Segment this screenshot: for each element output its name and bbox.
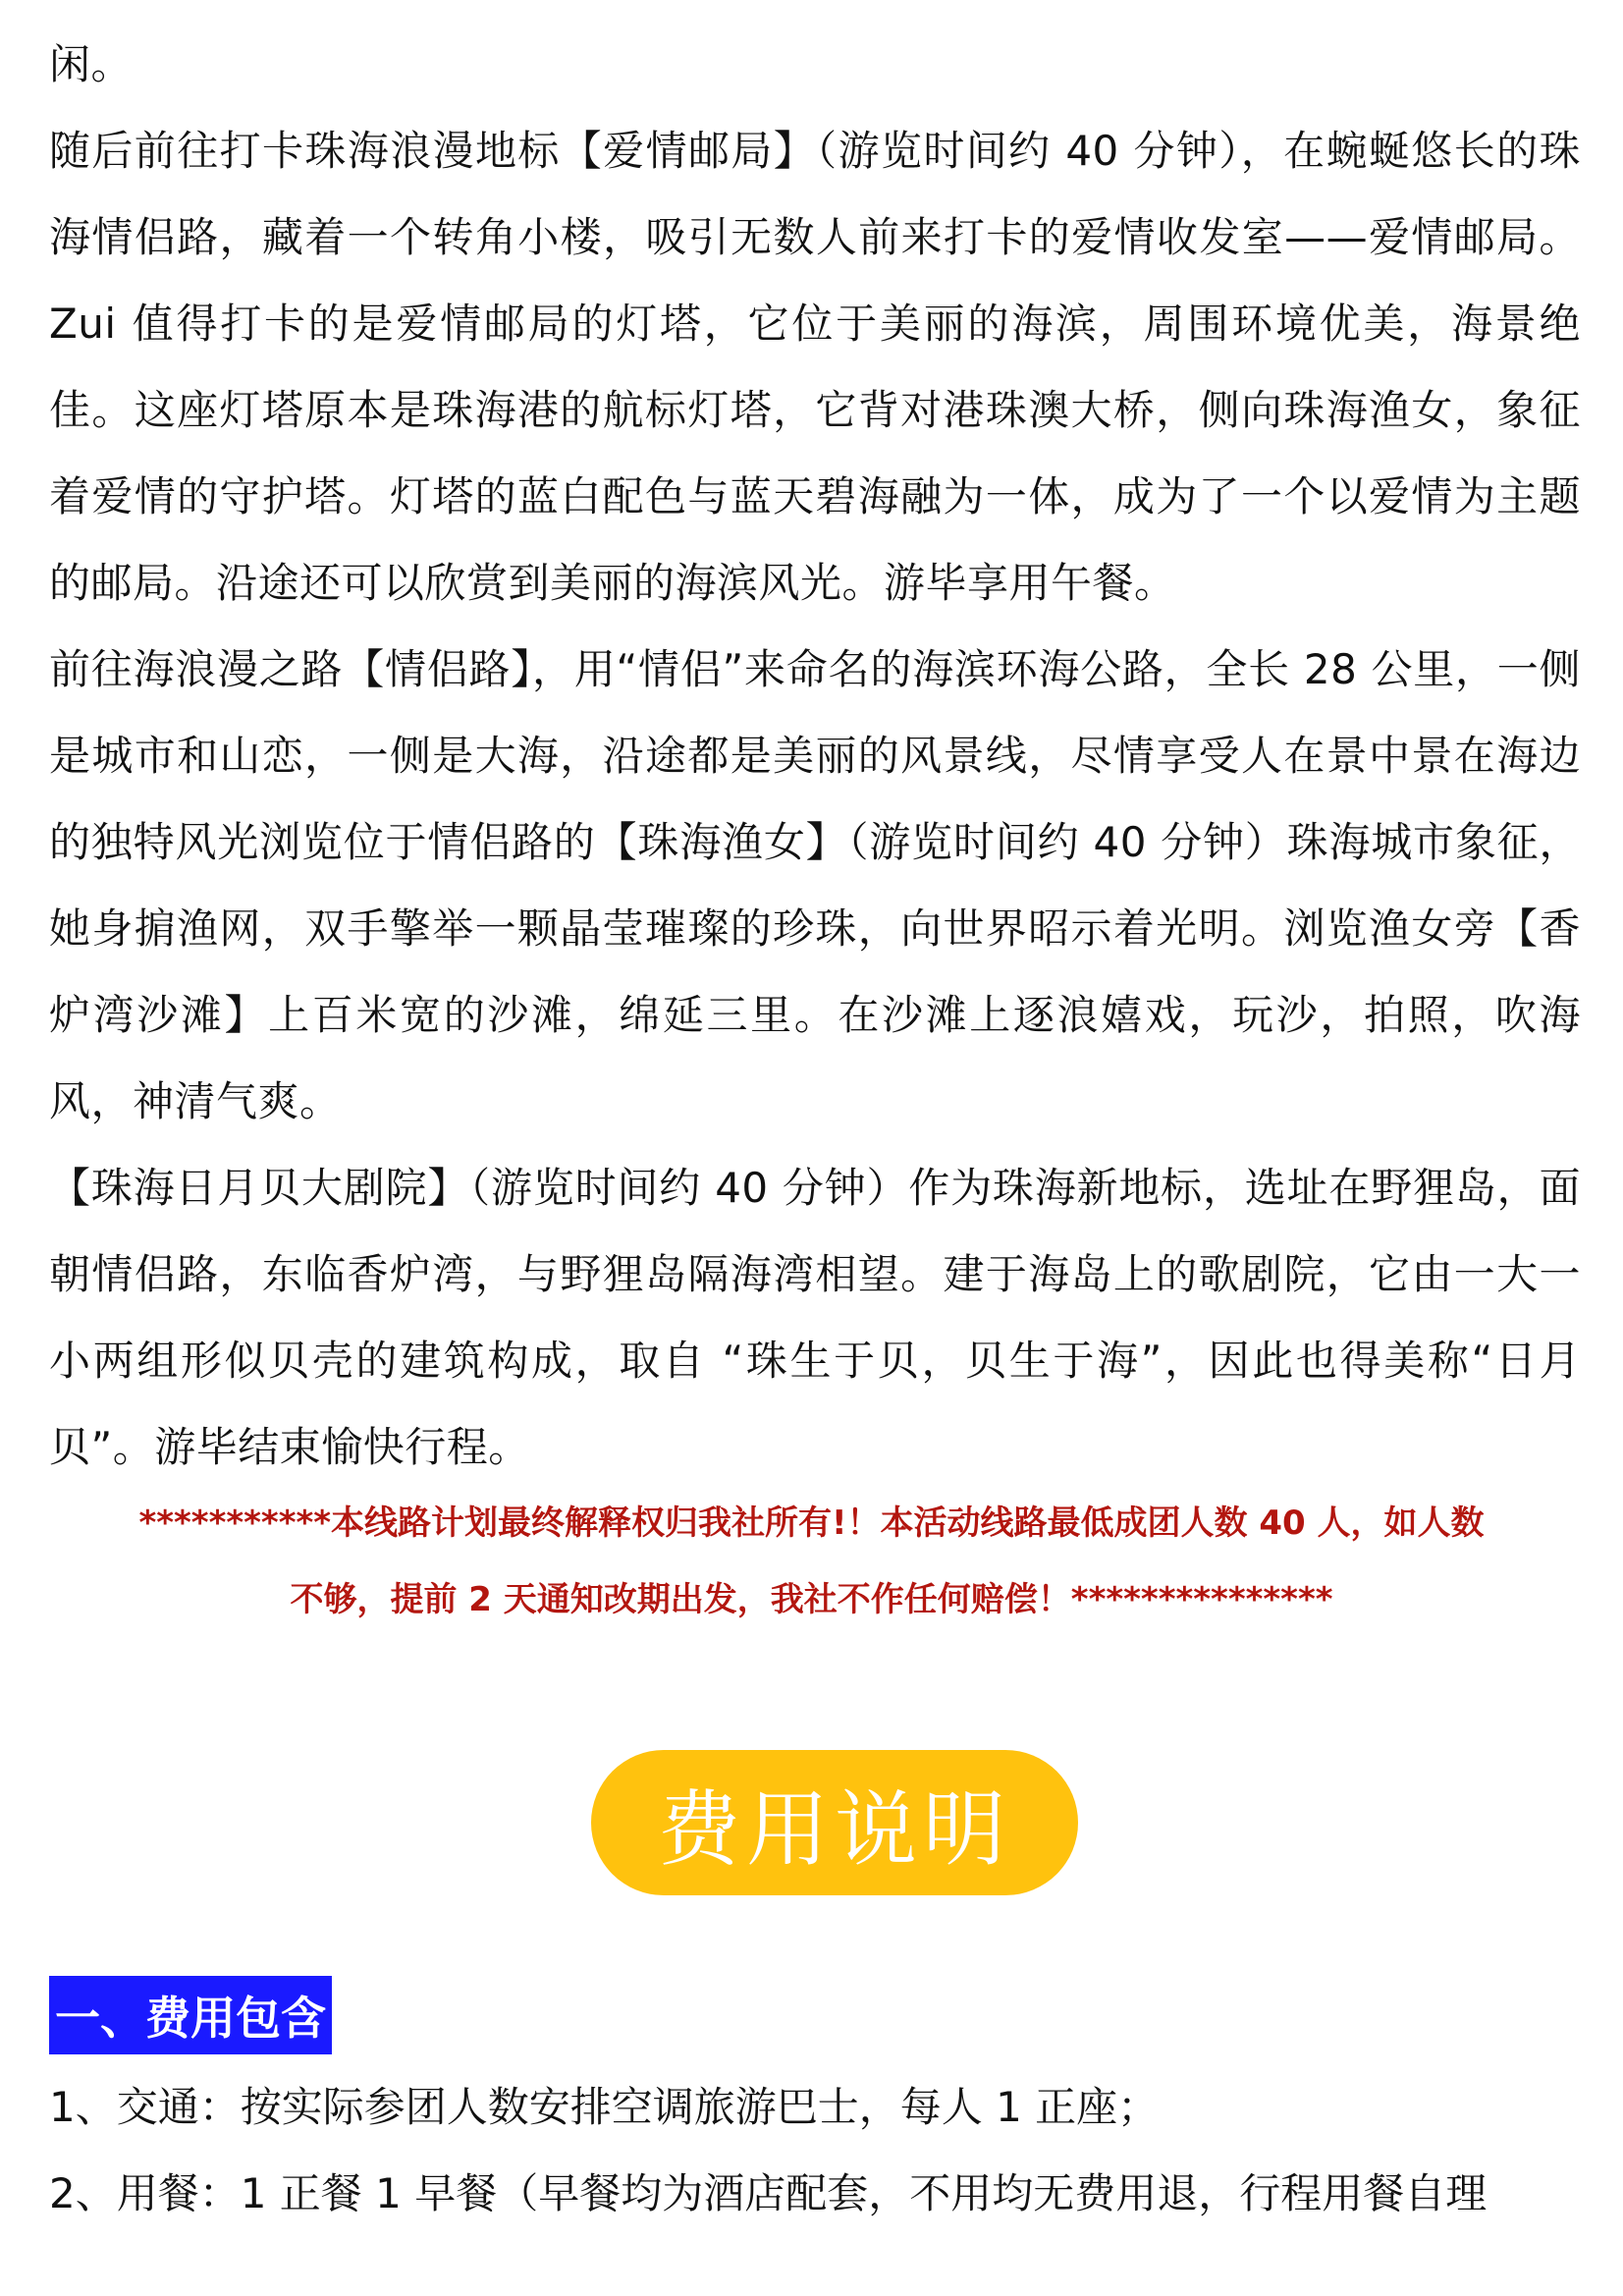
fee-included-list	[49, 2064, 1581, 2237]
fee-item: 2、用餐：1 正餐 1 早餐（早餐均为酒店配套，不用均无费用退，行程用餐自理	[49, 2169, 1488, 2217]
fee-item: 1、交通：按实际参团人数安排空调旅游巴士，每人 1 正座；	[49, 2083, 1160, 2131]
itinerary-paragraph: 前往海浪漫之路【情侣路】，用“情侣”来命名的海滨环海公路，全长 28 公里，一侧是城市和山恋，一侧是大海，沿途都是美丽的风景线，尽情享受人在景中景在海边的独特风光浏览位于情侣路的【珠海渔女】（游览时间约 40 分钟）珠海城市象征，她身掮渔网，双手擎举一颗晶莹璀璨的珍珠，向世界昭示着光明。浏览渔女旁【香炉湾沙滩】上百米宽的沙滩，绵延三里。在沙滩上逐浪嬉戏，玩沙，拍照，吹海风，神清气爽。	[49, 645, 1581, 1125]
itinerary-paragraph: 随后前往打卡珠海浪漫地标【爱情邮局】（游览时间约 40 分钟），在蜿蜒悠长的珠海情侣路，藏着一个转角小楼，吸引无数人前来打卡的爱情收发室——爱情邮局。Zui 值得打卡的是爱情邮局的灯塔，它位于美丽的海滨，周围环境优美，海景绝佳。这座灯塔原本是珠海港的航标灯塔，它背对港珠澳大桥，侧向珠海渔女，象征着爱情的守护塔。灯塔的蓝白配色与蓝天碧海融为一体，成为了一个以爱情为主题的邮局。沿途还可以欣赏到美丽的海滨风光。游毕享用午餐。	[49, 127, 1581, 607]
itinerary-paragraph: 【珠海日月贝大剧院】（游览时间约 40 分钟）作为珠海新地标，选址在野狸岛，面朝情侣路，东临香炉湾，与野狸岛隔海湾相望。建于海岛上的歌剧院，它由一大一小两组形似贝壳的建筑构成，取自 “珠生于贝，贝生于海”，因此也得美称“日月贝”。游毕结束愉快行程。	[49, 1164, 1581, 1471]
fee-section-title: 费用说明	[591, 1750, 1078, 1895]
disclaimer-line: ***********本线路计划最终解释权归我社所有!！本活动线路最低成团人数 40 人，如人数	[138, 1503, 1485, 1543]
disclaimer-line: 不够，提前 2 天通知改期出发，我社不作任何赔偿！***************	[290, 1580, 1333, 1619]
disclaimer-notice	[39, 1485, 1584, 1638]
itinerary-text	[49, 22, 1581, 1491]
itinerary-paragraph: 闲。	[49, 40, 134, 88]
fee-included-heading: 一、费用包含	[49, 1976, 332, 2054]
